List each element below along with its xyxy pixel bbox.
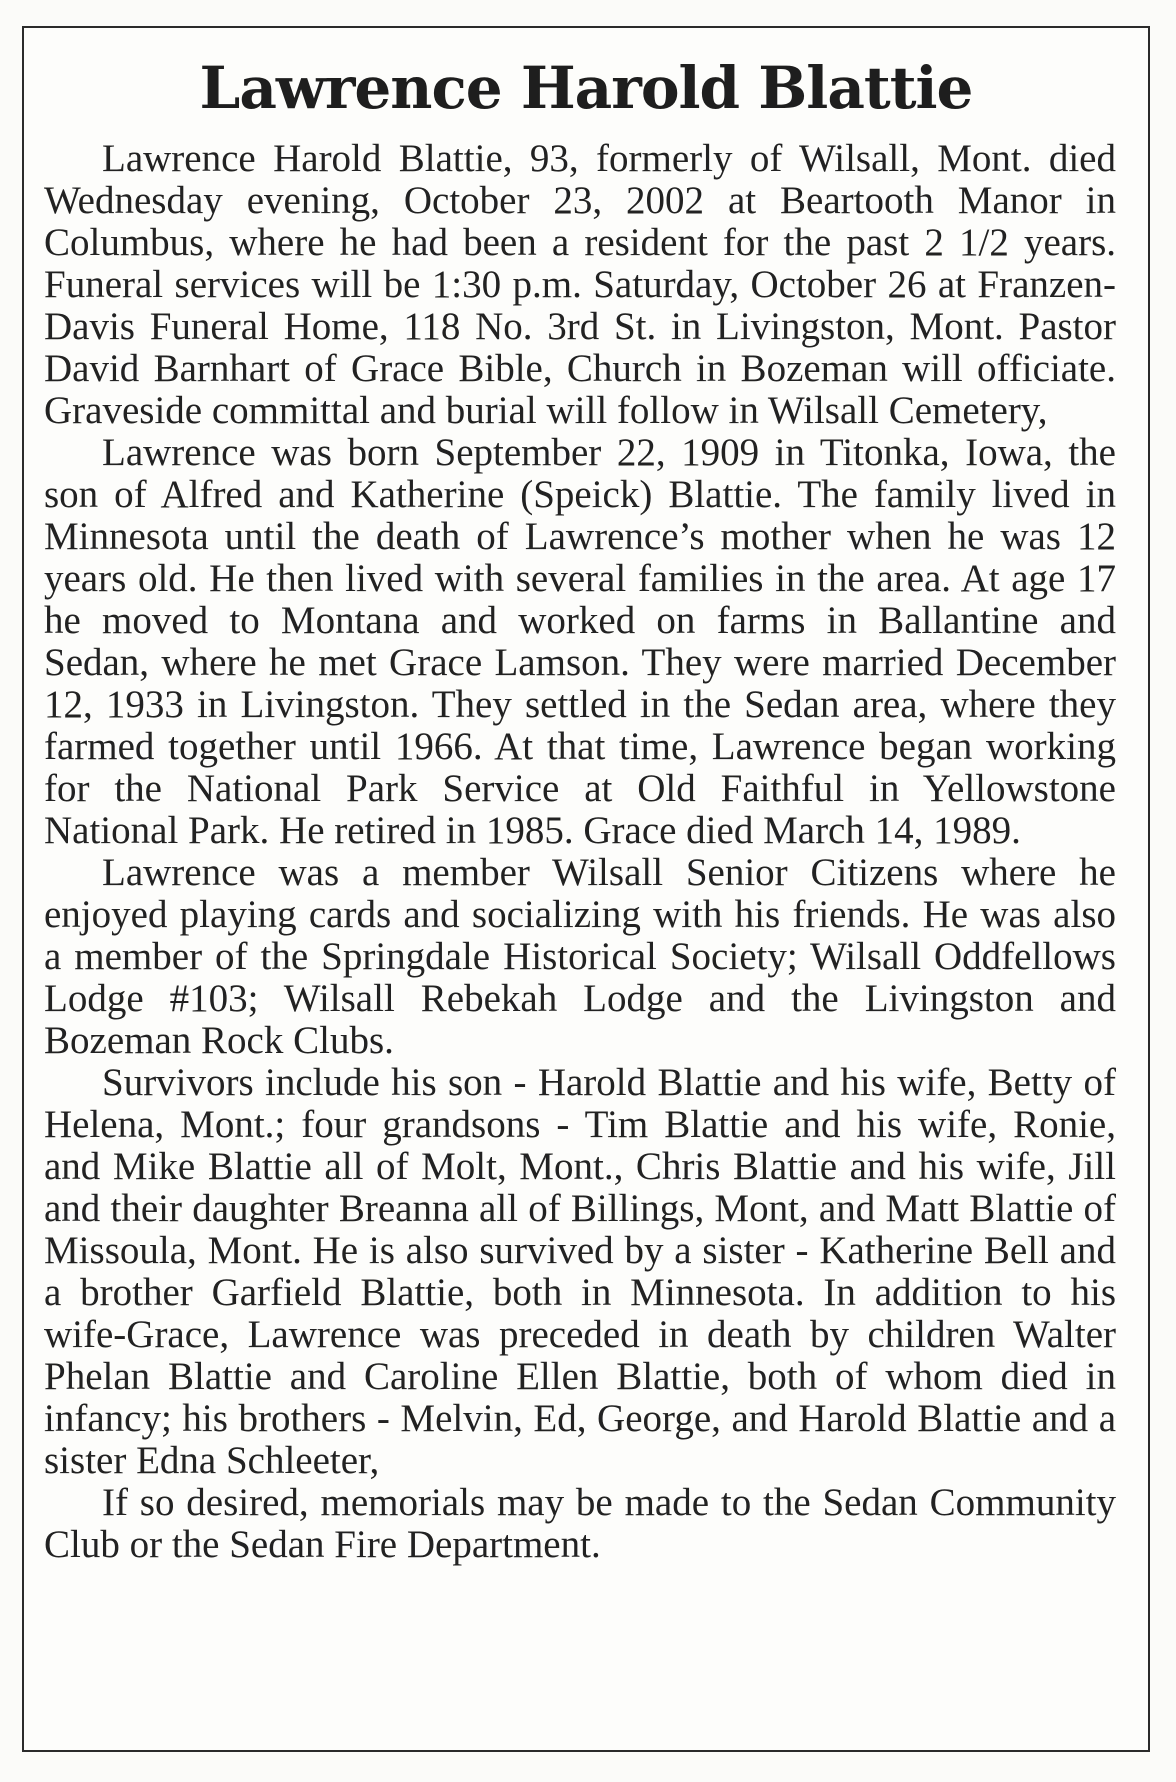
obituary-clipping xyxy=(22,26,1150,1752)
headline: Lawrence Harold Blattie xyxy=(199,54,973,122)
paragraph-memorials: If so desired, memorials may be made to the Sedan Community Club or the Sedan Fire Department. xyxy=(44,1481,1116,1566)
paragraph-survivors: Survivors include his son - Harold Blattie and his wife, Betty of Helena, Mont.; four grandsons - Tim Blattie and his wife, Ronie, and Mike Blattie all of Molt, Mont., Chris Blattie and his wife, Jill and their daughter Breanna all of Billings, Mont, and Matt Blattie of Missoula, Mont. He is also survived by a sister - Katherine Bell and a brother Garfield Blattie, both in Minnesota. In addition to his wife-Grace, Lawrence was preceded in death by children Walter Phelan Blattie and Caroline Ellen Blattie, both of whom died in infancy; his brothers - Melvin, Ed, George, and Harold Blattie and a sister Edna Schleeter, xyxy=(44,1061,1116,1482)
paragraph-services: Lawrence Harold Blattie, 93, formerly of Wilsall, Mont. died Wednesday evening, October 23, 2002 at Beartooth Manor in Columbus, where he had been a resident for the past 2 1/2 years. Funeral services will be 1:30 p.m. Saturday, October 26 at Franzen-Davis Funeral Home, 118 No. 3rd St. in Livingston, Mont. Pastor David Barnhart of Grace Bible, Church in Bozeman will officiate. Graveside committal and burial will follow in Wilsall Cemetery, xyxy=(44,137,1116,432)
paragraph-memberships: Lawrence was a member Wilsall Senior Citizens where he enjoyed playing cards and socializing with his friends. He was also a member of the Springdale Historical Society; Wilsall Oddfellows Lodge #103; Wilsall Rebekah Lodge and the Livingston and Bozeman Rock Clubs. xyxy=(44,851,1116,1062)
obituary-body xyxy=(44,138,1116,1566)
paragraph-biography: Lawrence was born September 22, 1909 in Titonka, Iowa, the son of Alfred and Katherine (Speick) Blattie. The family lived in Minnesota until the death of Lawrence’s mother when he was 12 years old. He then lived with several families in the area. At age 17 he moved to Montana and worked on farms in Ballantine and Sedan, where he met Grace Lamson. They were married December 12, 1933 in Livingston. They settled in the Sedan area, where they farmed together until 1966. At that time, Lawrence began working for the National Park Service at Old Faithful in Yellowstone National Park. He retired in 1985. Grace died March 14, 1989. xyxy=(44,431,1116,852)
